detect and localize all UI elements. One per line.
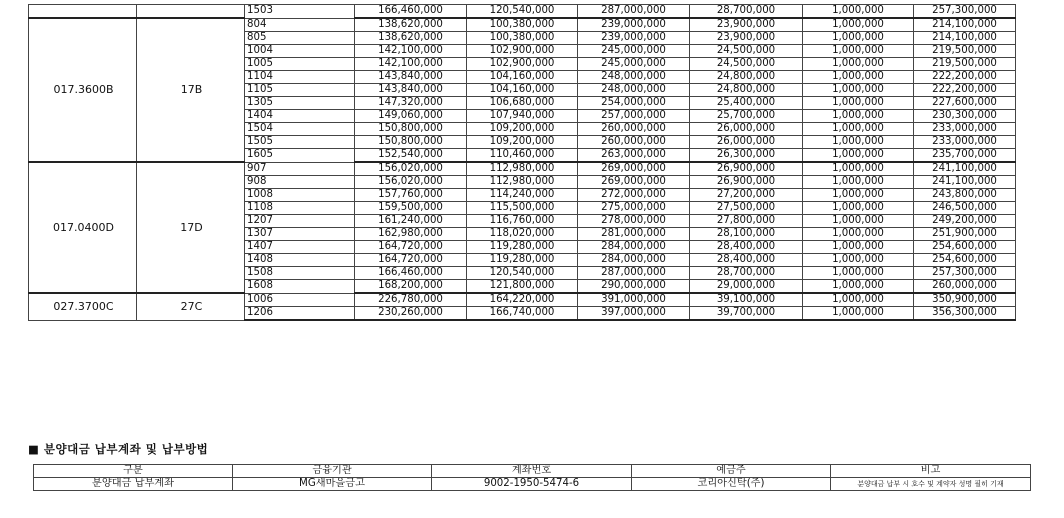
category-value: 분양대금 납부계좌	[34, 478, 233, 491]
price-d-cell: 39,100,000	[690, 293, 803, 307]
price-d-cell: 23,900,000	[690, 32, 803, 45]
price-a-cell: 152,540,000	[355, 149, 467, 163]
price-f-cell: 233,000,000	[914, 136, 1016, 149]
price-e-cell: 1,000,000	[803, 280, 914, 294]
price-f-cell: 219,500,000	[914, 58, 1016, 71]
price-b-cell: 115,500,000	[467, 202, 578, 215]
unit-cell: 1104	[245, 71, 355, 84]
header-category: 구분	[34, 465, 233, 478]
header-remarks: 비고	[831, 465, 1031, 478]
price-c-cell: 269,000,000	[578, 176, 690, 189]
price-c-cell: 269,000,000	[578, 162, 690, 176]
price-a-cell: 156,020,000	[355, 162, 467, 176]
price-a-cell: 149,060,000	[355, 110, 467, 123]
price-d-cell: 25,400,000	[690, 97, 803, 110]
bank-value: MG새마을금고	[233, 478, 432, 491]
price-d-cell: 26,900,000	[690, 162, 803, 176]
price-c-cell: 284,000,000	[578, 254, 690, 267]
price-e-cell: 1,000,000	[803, 45, 914, 58]
price-b-cell: 104,160,000	[467, 71, 578, 84]
price-e-cell: 1,000,000	[803, 123, 914, 136]
price-e-cell: 1,000,000	[803, 110, 914, 123]
price-b-cell: 118,020,000	[467, 228, 578, 241]
unit-cell: 1605	[245, 149, 355, 163]
price-c-cell: 263,000,000	[578, 149, 690, 163]
price-f-cell: 235,700,000	[914, 149, 1016, 163]
price-d-cell: 28,400,000	[690, 241, 803, 254]
price-f-cell: 246,500,000	[914, 202, 1016, 215]
price-c-cell: 287,000,000	[578, 5, 690, 19]
price-e-cell: 1,000,000	[803, 5, 914, 19]
unit-cell: 1008	[245, 189, 355, 202]
price-f-cell: 241,100,000	[914, 176, 1016, 189]
unit-cell: 1307	[245, 228, 355, 241]
price-c-cell: 290,000,000	[578, 280, 690, 294]
unit-cell: 1004	[245, 45, 355, 58]
price-e-cell: 1,000,000	[803, 215, 914, 228]
unit-cell: 1206	[245, 307, 355, 321]
price-f-cell: 222,200,000	[914, 71, 1016, 84]
price-e-cell: 1,000,000	[803, 202, 914, 215]
price-a-cell: 230,260,000	[355, 307, 467, 321]
price-b-cell: 109,200,000	[467, 136, 578, 149]
price-b-cell: 107,940,000	[467, 110, 578, 123]
price-d-cell: 24,800,000	[690, 84, 803, 97]
price-f-cell: 356,300,000	[914, 307, 1016, 321]
price-a-cell: 150,800,000	[355, 123, 467, 136]
price-d-cell: 28,100,000	[690, 228, 803, 241]
price-b-cell: 102,900,000	[467, 58, 578, 71]
price-d-cell: 24,500,000	[690, 58, 803, 71]
unit-cell: 907	[245, 162, 355, 176]
unit-cell: 1407	[245, 241, 355, 254]
price-d-cell: 27,200,000	[690, 189, 803, 202]
price-b-cell: 119,280,000	[467, 254, 578, 267]
payment-account-table	[33, 464, 1031, 491]
price-f-cell: 249,200,000	[914, 215, 1016, 228]
header-account-number: 계좌번호	[432, 465, 632, 478]
price-d-cell: 28,700,000	[690, 267, 803, 280]
group-type-cell: 17D	[137, 162, 245, 293]
price-f-cell: 214,100,000	[914, 32, 1016, 45]
price-a-cell: 166,460,000	[355, 267, 467, 280]
price-e-cell: 1,000,000	[803, 176, 914, 189]
price-c-cell: 254,000,000	[578, 97, 690, 110]
price-e-cell: 1,000,000	[803, 32, 914, 45]
group-type-cell: 27C	[137, 293, 245, 320]
unit-cell: 1505	[245, 136, 355, 149]
price-e-cell: 1,000,000	[803, 189, 914, 202]
price-f-cell: 350,900,000	[914, 293, 1016, 307]
payment-header-row	[34, 465, 1031, 478]
price-c-cell: 239,000,000	[578, 18, 690, 32]
price-a-cell: 168,200,000	[355, 280, 467, 294]
price-b-cell: 104,160,000	[467, 84, 578, 97]
price-d-cell: 24,500,000	[690, 45, 803, 58]
unit-cell: 908	[245, 176, 355, 189]
price-b-cell: 166,740,000	[467, 307, 578, 321]
price-f-cell: 222,200,000	[914, 84, 1016, 97]
price-b-cell: 106,680,000	[467, 97, 578, 110]
price-f-cell: 241,100,000	[914, 162, 1016, 176]
price-d-cell: 25,700,000	[690, 110, 803, 123]
price-c-cell: 260,000,000	[578, 136, 690, 149]
group-type-cell	[137, 5, 245, 19]
price-f-cell: 219,500,000	[914, 45, 1016, 58]
price-d-cell: 28,400,000	[690, 254, 803, 267]
price-d-cell: 27,500,000	[690, 202, 803, 215]
price-c-cell: 239,000,000	[578, 32, 690, 45]
unit-cell: 1207	[245, 215, 355, 228]
price-c-cell: 257,000,000	[578, 110, 690, 123]
price-e-cell: 1,000,000	[803, 84, 914, 97]
price-d-cell: 27,800,000	[690, 215, 803, 228]
price-b-cell: 119,280,000	[467, 241, 578, 254]
group-id-cell	[29, 5, 137, 19]
price-b-cell: 121,800,000	[467, 280, 578, 294]
price-d-cell: 26,900,000	[690, 176, 803, 189]
price-a-cell: 166,460,000	[355, 5, 467, 19]
price-e-cell: 1,000,000	[803, 136, 914, 149]
price-e-cell: 1,000,000	[803, 307, 914, 321]
price-e-cell: 1,000,000	[803, 97, 914, 110]
price-c-cell: 278,000,000	[578, 215, 690, 228]
unit-cell: 1404	[245, 110, 355, 123]
price-e-cell: 1,000,000	[803, 162, 914, 176]
account-holder-value: 코리아신탁(주)	[632, 478, 831, 491]
price-c-cell: 245,000,000	[578, 58, 690, 71]
price-d-cell: 24,800,000	[690, 71, 803, 84]
price-b-cell: 102,900,000	[467, 45, 578, 58]
header-account-holder: 예금주	[632, 465, 831, 478]
price-c-cell: 391,000,000	[578, 293, 690, 307]
price-f-cell: 254,600,000	[914, 241, 1016, 254]
price-a-cell: 161,240,000	[355, 215, 467, 228]
unit-cell: 1504	[245, 123, 355, 136]
unit-cell: 1005	[245, 58, 355, 71]
price-d-cell: 39,700,000	[690, 307, 803, 321]
price-b-cell: 114,240,000	[467, 189, 578, 202]
price-a-cell: 156,020,000	[355, 176, 467, 189]
price-d-cell: 26,000,000	[690, 123, 803, 136]
price-e-cell: 1,000,000	[803, 241, 914, 254]
price-e-cell: 1,000,000	[803, 254, 914, 267]
price-f-cell: 233,000,000	[914, 123, 1016, 136]
group-id-cell: 017.3600B	[29, 18, 137, 162]
price-a-cell: 142,100,000	[355, 45, 467, 58]
price-c-cell: 245,000,000	[578, 45, 690, 58]
price-f-cell: 260,000,000	[914, 280, 1016, 294]
payment-data-row	[34, 478, 1031, 491]
price-d-cell: 28,700,000	[690, 5, 803, 19]
unit-cell: 1108	[245, 202, 355, 215]
unit-cell: 1608	[245, 280, 355, 294]
price-b-cell: 120,540,000	[467, 267, 578, 280]
price-a-cell: 159,500,000	[355, 202, 467, 215]
price-c-cell: 272,000,000	[578, 189, 690, 202]
price-f-cell: 230,300,000	[914, 110, 1016, 123]
price-b-cell: 116,760,000	[467, 215, 578, 228]
price-a-cell: 226,780,000	[355, 293, 467, 307]
price-f-cell: 243,800,000	[914, 189, 1016, 202]
price-f-cell: 257,300,000	[914, 267, 1016, 280]
price-f-cell: 251,900,000	[914, 228, 1016, 241]
price-e-cell: 1,000,000	[803, 149, 914, 163]
price-b-cell: 110,460,000	[467, 149, 578, 163]
price-e-cell: 1,000,000	[803, 228, 914, 241]
price-a-cell: 138,620,000	[355, 18, 467, 32]
price-b-cell: 109,200,000	[467, 123, 578, 136]
price-e-cell: 1,000,000	[803, 18, 914, 32]
price-a-cell: 143,840,000	[355, 84, 467, 97]
price-a-cell: 157,760,000	[355, 189, 467, 202]
remarks-value: 분양대금 납부 시 호수 및 계약자 성명 필히 기재	[831, 478, 1031, 491]
unit-cell: 1305	[245, 97, 355, 110]
unit-cell: 1503	[245, 5, 355, 19]
price-c-cell: 397,000,000	[578, 307, 690, 321]
price-a-cell: 138,620,000	[355, 32, 467, 45]
price-c-cell: 287,000,000	[578, 267, 690, 280]
price-a-cell: 147,320,000	[355, 97, 467, 110]
price-e-cell: 1,000,000	[803, 58, 914, 71]
price-a-cell: 150,800,000	[355, 136, 467, 149]
group-id-cell: 017.0400D	[29, 162, 137, 293]
unit-cell: 804	[245, 18, 355, 32]
unit-cell: 1105	[245, 84, 355, 97]
price-f-cell: 254,600,000	[914, 254, 1016, 267]
table-row	[29, 162, 1016, 176]
price-f-cell: 214,100,000	[914, 18, 1016, 32]
price-e-cell: 1,000,000	[803, 267, 914, 280]
price-c-cell: 248,000,000	[578, 84, 690, 97]
table-row	[29, 5, 1016, 19]
unit-cell: 1006	[245, 293, 355, 307]
unit-cell: 805	[245, 32, 355, 45]
unit-cell: 1508	[245, 267, 355, 280]
price-c-cell: 260,000,000	[578, 123, 690, 136]
price-a-cell: 164,720,000	[355, 241, 467, 254]
table-row	[29, 293, 1016, 307]
price-e-cell: 1,000,000	[803, 71, 914, 84]
price-c-cell: 275,000,000	[578, 202, 690, 215]
price-c-cell: 284,000,000	[578, 241, 690, 254]
table-row	[29, 18, 1016, 32]
price-table-body	[29, 5, 1016, 321]
price-d-cell: 23,900,000	[690, 18, 803, 32]
price-c-cell: 248,000,000	[578, 71, 690, 84]
price-a-cell: 142,100,000	[355, 58, 467, 71]
group-type-cell: 17B	[137, 18, 245, 162]
price-b-cell: 112,980,000	[467, 176, 578, 189]
price-b-cell: 120,540,000	[467, 5, 578, 19]
account-number-value: 9002-1950-5474-6	[432, 478, 632, 491]
price-b-cell: 100,380,000	[467, 32, 578, 45]
price-d-cell: 26,000,000	[690, 136, 803, 149]
price-c-cell: 281,000,000	[578, 228, 690, 241]
price-table	[28, 4, 1016, 321]
price-a-cell: 143,840,000	[355, 71, 467, 84]
price-b-cell: 100,380,000	[467, 18, 578, 32]
group-id-cell: 027.3700C	[29, 293, 137, 320]
payment-section-title: ■ 분양대금 납부계좌 및 납부방법	[28, 442, 209, 456]
price-e-cell: 1,000,000	[803, 293, 914, 307]
price-b-cell: 164,220,000	[467, 293, 578, 307]
unit-cell: 1408	[245, 254, 355, 267]
price-a-cell: 162,980,000	[355, 228, 467, 241]
header-bank: 금융기관	[233, 465, 432, 478]
price-f-cell: 257,300,000	[914, 5, 1016, 19]
price-f-cell: 227,600,000	[914, 97, 1016, 110]
price-d-cell: 26,300,000	[690, 149, 803, 163]
price-a-cell: 164,720,000	[355, 254, 467, 267]
price-d-cell: 29,000,000	[690, 280, 803, 294]
price-b-cell: 112,980,000	[467, 162, 578, 176]
